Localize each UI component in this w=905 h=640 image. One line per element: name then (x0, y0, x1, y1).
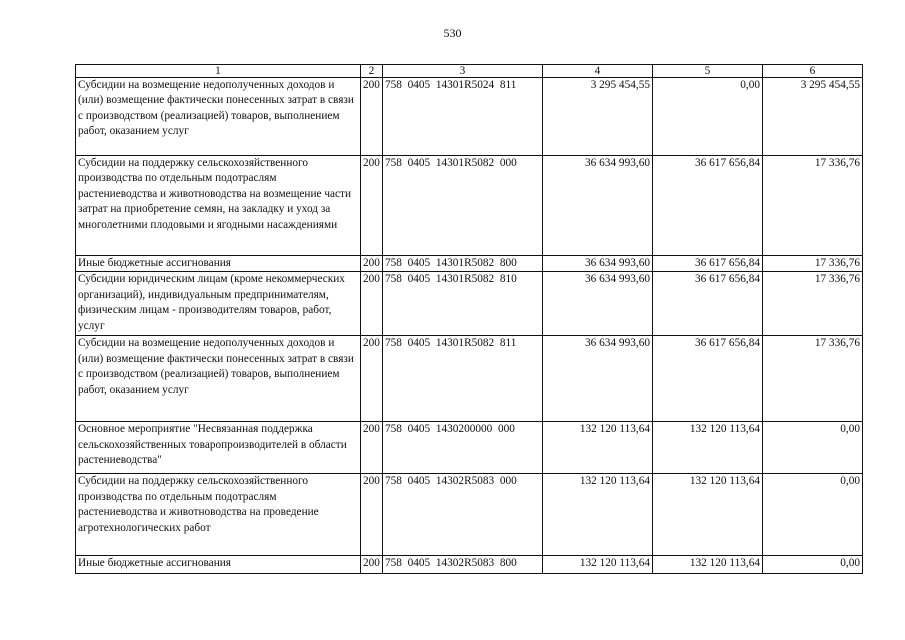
item-name: Иные бюджетные ассигнования (76, 256, 361, 272)
value-col5: 132 120 113,64 (653, 556, 763, 574)
item-name: Субсидии на поддержку сельскохозяйственного производства по отдельным подотраслям растениеводства и животноводства на проведение агротехнологических работ (76, 474, 361, 556)
item-classification: 758 0405 14301R5024 811 (383, 78, 543, 156)
column-header: 3 (383, 65, 543, 78)
value-col5: 36 617 656,84 (653, 272, 763, 336)
value-col5: 36 617 656,84 (653, 336, 763, 422)
value-col5: 0,00 (653, 78, 763, 156)
item-classification: 758 0405 14302R5083 800 (383, 556, 543, 574)
value-col4: 132 120 113,64 (543, 474, 653, 556)
table-row (76, 336, 863, 422)
value-col4: 36 634 993,60 (543, 256, 653, 272)
value-col5: 36 617 656,84 (653, 156, 763, 256)
value-col4: 36 634 993,60 (543, 272, 653, 336)
table-row (76, 256, 863, 272)
budget-table (75, 64, 863, 574)
value-col6: 17 336,76 (763, 156, 863, 256)
column-numbers-row (76, 65, 863, 78)
value-col6: 0,00 (763, 556, 863, 574)
value-col6: 0,00 (763, 422, 863, 474)
item-name: Субсидии на поддержку сельскохозяйственного производства по отдельным подотраслям растениеводства и животноводства на возмещение части затрат на приобретение семян, на закладку и уход за многолетними плодовыми и ягодными насаждениями (76, 156, 361, 256)
item-name: Субсидии юридическим лицам (кроме некоммерческих организаций), индивидуальным предпринимателям, физическим лицам - производителям товаров, работ, услуг (76, 272, 361, 336)
value-col6: 3 295 454,55 (763, 78, 863, 156)
item-code: 200 (361, 556, 383, 574)
value-col5: 132 120 113,64 (653, 422, 763, 474)
table-row (76, 474, 863, 556)
value-col6: 17 336,76 (763, 256, 863, 272)
item-code: 200 (361, 272, 383, 336)
table-row (76, 78, 863, 156)
value-col4: 132 120 113,64 (543, 422, 653, 474)
item-code: 200 (361, 256, 383, 272)
table-row (76, 556, 863, 574)
item-name: Иные бюджетные ассигнования (76, 556, 361, 574)
value-col4: 36 634 993,60 (543, 156, 653, 256)
item-classification: 758 0405 14301R5082 810 (383, 272, 543, 336)
item-code: 200 (361, 422, 383, 474)
item-classification: 758 0405 14302R5083 000 (383, 474, 543, 556)
item-classification: 758 0405 14301R5082 811 (383, 336, 543, 422)
column-header: 2 (361, 65, 383, 78)
table-row (76, 422, 863, 474)
table-row (76, 272, 863, 336)
value-col6: 0,00 (763, 474, 863, 556)
item-classification: 758 0405 14301R5082 800 (383, 256, 543, 272)
column-header: 1 (76, 65, 361, 78)
value-col6: 17 336,76 (763, 336, 863, 422)
value-col4: 36 634 993,60 (543, 336, 653, 422)
item-code: 200 (361, 474, 383, 556)
column-header: 6 (763, 65, 863, 78)
item-code: 200 (361, 156, 383, 256)
table-row (76, 156, 863, 256)
item-code: 200 (361, 336, 383, 422)
column-header: 5 (653, 65, 763, 78)
item-name: Основное мероприятие "Несвязанная поддержка сельскохозяйственных товаропроизводителей в области растениеводства" (76, 422, 361, 474)
item-name: Субсидии на возмещение недополученных доходов и (или) возмещение фактически понесенных затрат в связи с производством (реализацией) товаров, выполнением работ, оказанием услуг (76, 78, 361, 156)
value-col5: 132 120 113,64 (653, 474, 763, 556)
item-classification: 758 0405 1430200000 000 (383, 422, 543, 474)
value-col5: 36 617 656,84 (653, 256, 763, 272)
value-col4: 3 295 454,55 (543, 78, 653, 156)
item-code: 200 (361, 78, 383, 156)
item-classification: 758 0405 14301R5082 000 (383, 156, 543, 256)
value-col6: 17 336,76 (763, 272, 863, 336)
item-name: Субсидии на возмещение недополученных доходов и (или) возмещение фактически понесенных затрат в связи с производством (реализацией) товаров, выполнением работ, оказанием услуг (76, 336, 361, 422)
value-col4: 132 120 113,64 (543, 556, 653, 574)
page-number: 530 (443, 26, 462, 40)
column-header: 4 (543, 65, 653, 78)
